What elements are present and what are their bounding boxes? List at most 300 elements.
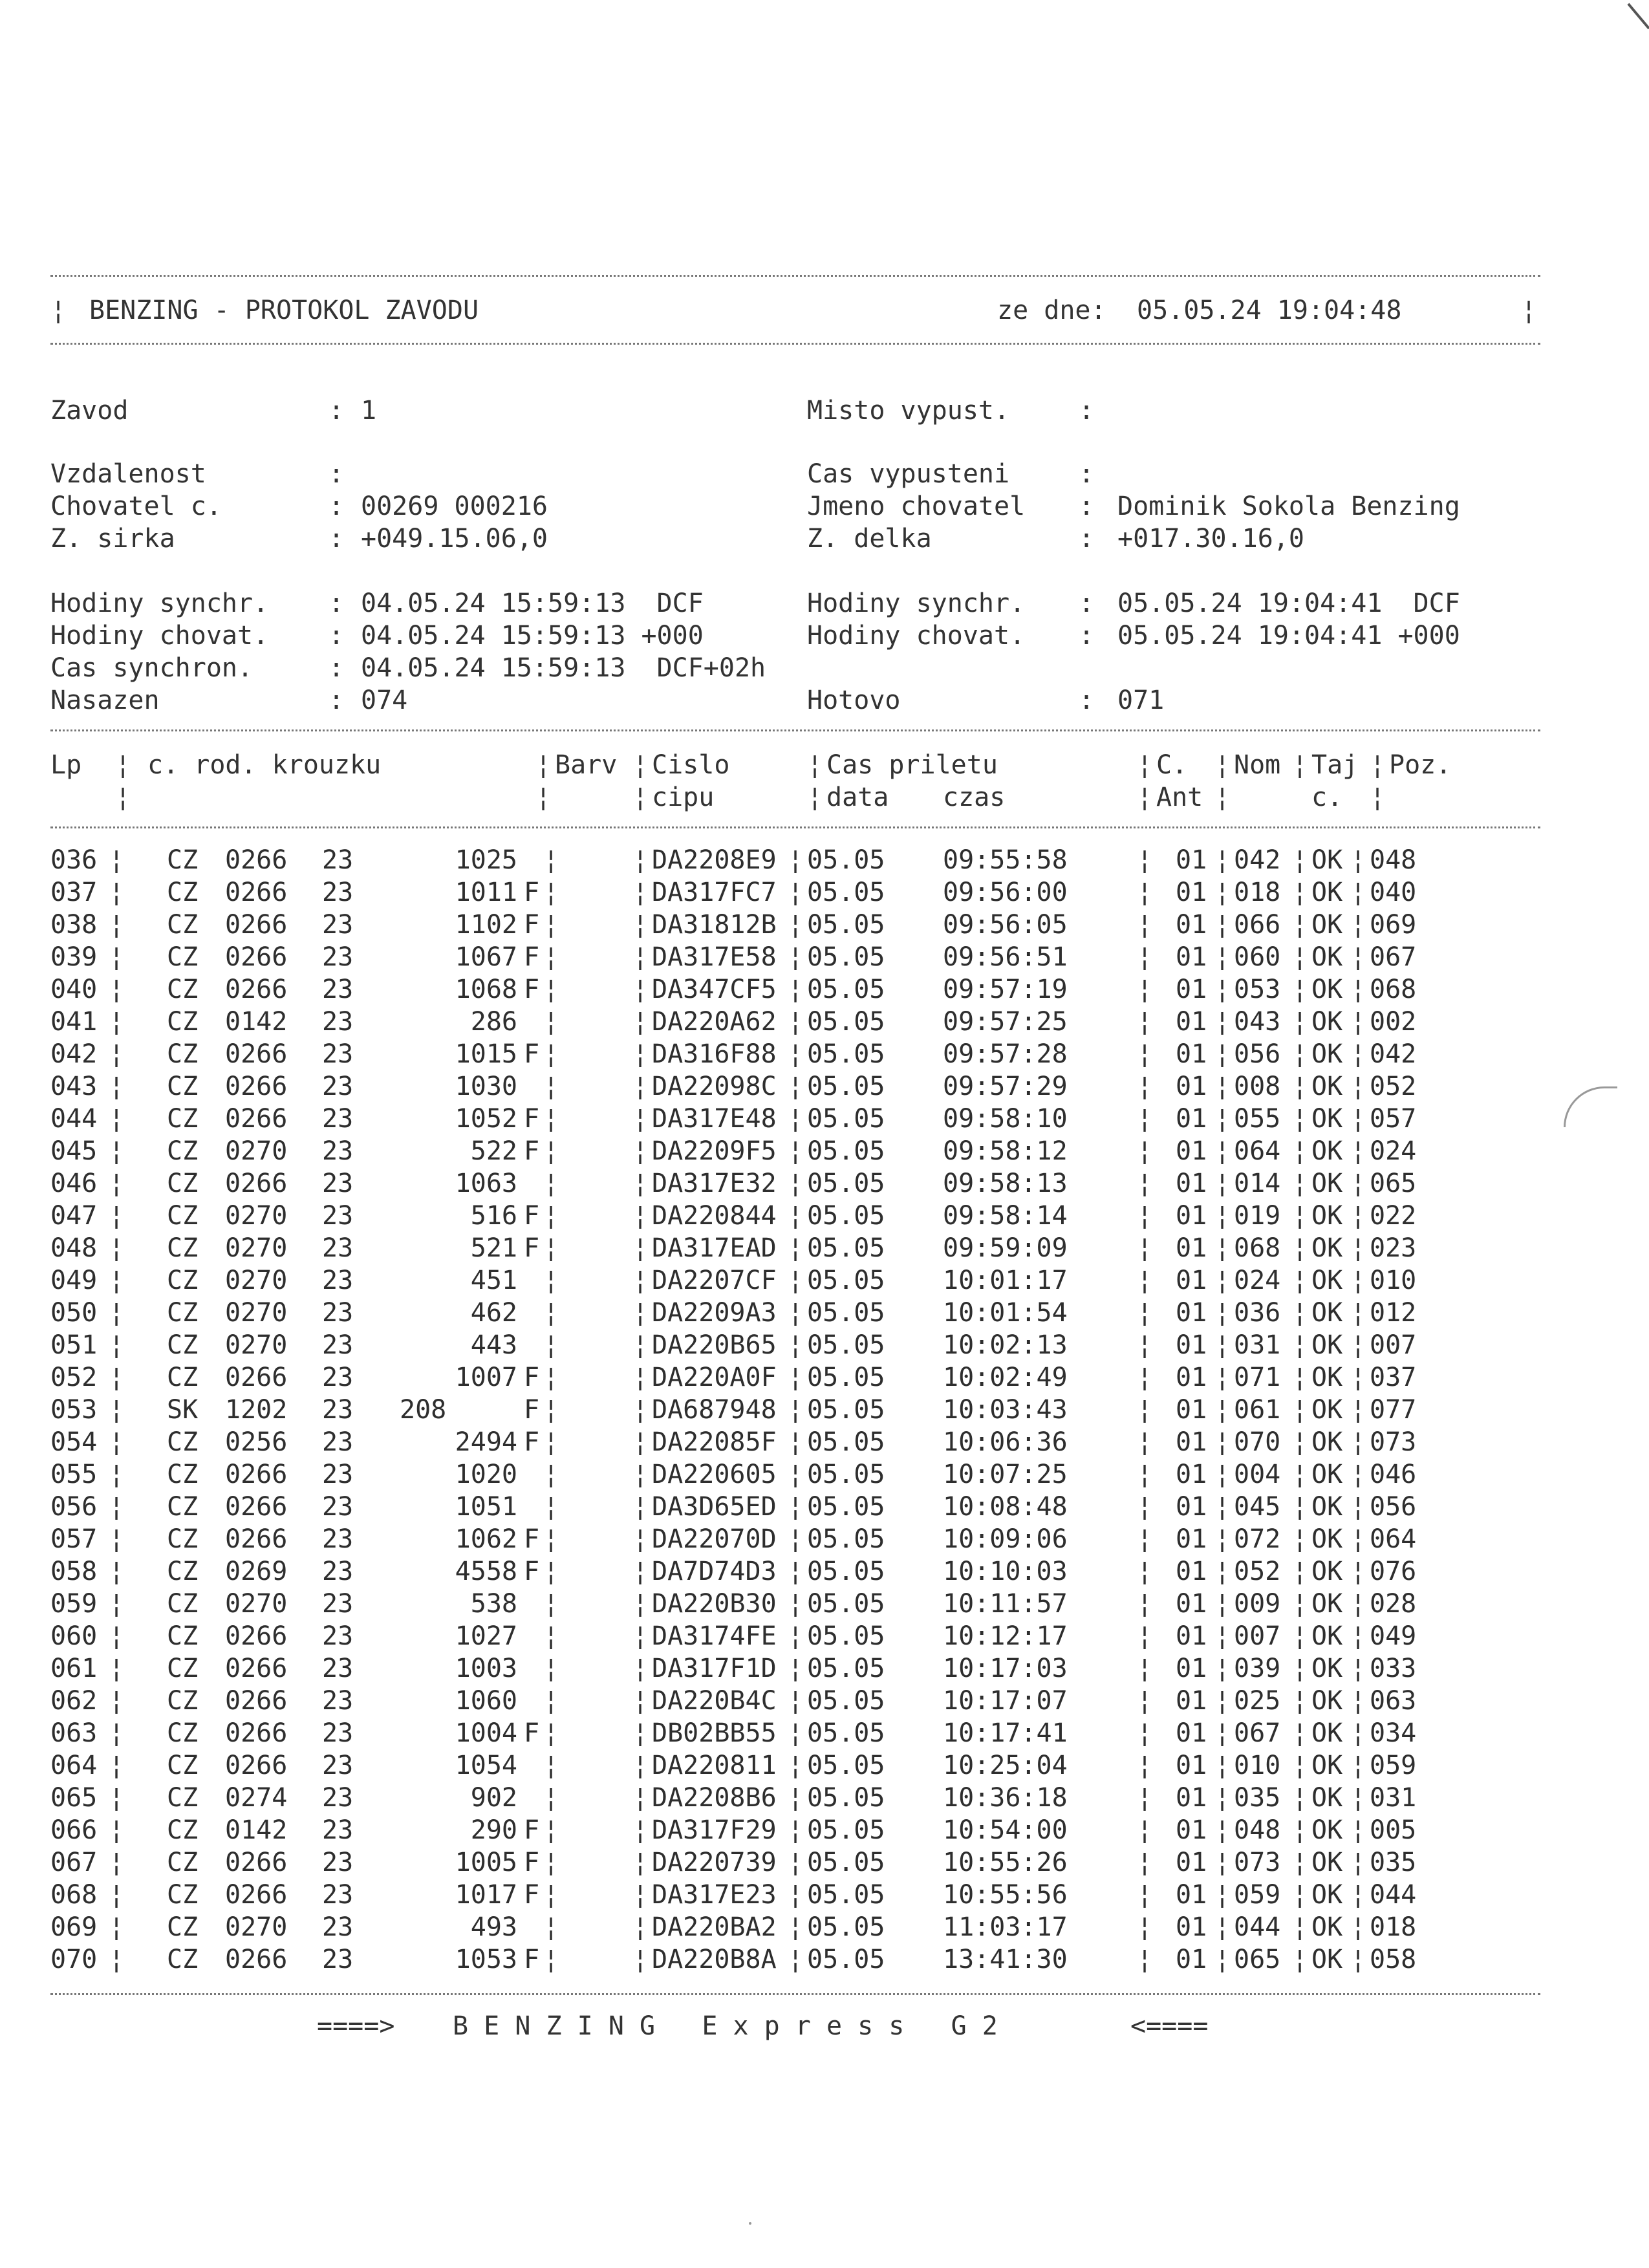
cell-ant: 01 <box>1176 1136 1207 1166</box>
cell-separator: ¦ <box>1137 1945 1153 1974</box>
cell-separator: ¦ <box>109 910 125 940</box>
cell-separator: ¦ <box>1137 1524 1153 1554</box>
cell-separator: ¦ <box>632 1751 649 1780</box>
cell-taj: OK <box>1311 1201 1343 1231</box>
cell-separator: ¦ <box>1137 1104 1153 1134</box>
cell-separator: ¦ <box>632 1654 649 1683</box>
cell-date: 05.05 <box>807 878 885 907</box>
cell-separator: ¦ <box>1350 1912 1366 1942</box>
table-bottom-rule <box>50 1993 1540 1995</box>
cell-separator: ¦ <box>109 1136 125 1166</box>
cell-separator: ¦ <box>788 1330 804 1360</box>
header-sep: ¦ <box>1292 750 1308 780</box>
cell-lp: 063 <box>50 1718 98 1748</box>
cell-ctry: CZ <box>167 1233 199 1263</box>
cell-poz: 067 <box>1370 942 1417 972</box>
cell-separator: ¦ <box>109 1395 125 1425</box>
cell-separator: ¦ <box>1137 1266 1153 1295</box>
cell-separator: ¦ <box>109 1880 125 1910</box>
cell-taj: OK <box>1311 1460 1343 1489</box>
cell-chip: DA2208E9 <box>652 845 777 875</box>
cell-ctry: CZ <box>167 1007 199 1037</box>
cell-chip: DA2207CF <box>652 1266 777 1295</box>
cell-chip: DA22070D <box>652 1524 777 1554</box>
cell-lp: 061 <box>50 1654 98 1683</box>
cell-chip: DA2208B6 <box>652 1783 777 1813</box>
cell-ring: 1025 <box>455 845 517 875</box>
cell-separator: ¦ <box>1137 1912 1153 1942</box>
cell-separator: ¦ <box>788 975 804 1004</box>
cell-separator: ¦ <box>109 1072 125 1101</box>
cell-separator: ¦ <box>1292 1136 1308 1166</box>
cell-taj: OK <box>1311 975 1343 1004</box>
cell-separator: ¦ <box>1137 1848 1153 1877</box>
cell-poz: 044 <box>1370 1880 1417 1910</box>
cell-ant: 01 <box>1176 1492 1207 1522</box>
cell-date: 05.05 <box>807 1266 885 1295</box>
nasazen-value: 074 <box>361 686 408 715</box>
cell-separator: ¦ <box>1214 1298 1231 1328</box>
cell-nom: 073 <box>1234 1848 1281 1877</box>
cell-lp: 050 <box>50 1298 98 1328</box>
cell-time: 10:02:13 <box>943 1330 1068 1360</box>
cell-separator: ¦ <box>109 942 125 972</box>
cell-ant: 01 <box>1176 1848 1207 1877</box>
cell-separator: ¦ <box>1214 1136 1231 1166</box>
col-cipu-header: cipu <box>652 783 715 812</box>
footer-brand: B E N Z I N G E x p r e s s G 2 <box>453 2011 998 2041</box>
cell-yr: 23 <box>322 1395 354 1425</box>
cell-ring: 1020 <box>455 1460 517 1489</box>
cell-poz: 069 <box>1370 910 1417 940</box>
cell-separator: ¦ <box>788 1072 804 1101</box>
header-sep: ¦ <box>632 750 649 780</box>
cell-nom: 024 <box>1234 1266 1281 1295</box>
cell-time: 10:17:41 <box>943 1718 1068 1748</box>
cas-synchron-value: 04.05.24 15:59:13 DCF+02h <box>361 653 766 683</box>
cell-separator: ¦ <box>543 1330 559 1360</box>
cell-time: 10:03:43 <box>943 1395 1068 1425</box>
synchr2-value: 05.05.24 19:04:41 DCF <box>1117 589 1460 618</box>
cell-date: 05.05 <box>807 1104 885 1134</box>
cell-separator: ¦ <box>543 1169 559 1198</box>
cell-lp: 054 <box>50 1427 98 1457</box>
cell-date: 05.05 <box>807 1363 885 1392</box>
cell-lp: 046 <box>50 1169 98 1198</box>
cell-yr: 23 <box>322 1945 354 1974</box>
cell-nom: 042 <box>1234 845 1281 875</box>
cell-ant: 01 <box>1176 1718 1207 1748</box>
cell-ant: 01 <box>1176 1557 1207 1586</box>
cell-ant: 01 <box>1176 910 1207 940</box>
cell-ring: 2494 <box>455 1427 517 1457</box>
cell-separator: ¦ <box>632 1136 649 1166</box>
cell-nom: 004 <box>1234 1460 1281 1489</box>
header-sep: ¦ <box>115 750 131 780</box>
misto-label: Misto vypust. <box>807 396 1010 426</box>
cell-chip: DA220811 <box>652 1751 777 1780</box>
cell-date: 05.05 <box>807 1524 885 1554</box>
cell-separator: ¦ <box>543 910 559 940</box>
cell-ctry: CZ <box>167 1557 199 1586</box>
cell-separator: ¦ <box>1137 1654 1153 1683</box>
chovat2-label: Hodiny chovat. <box>807 621 1026 651</box>
cell-nom: 053 <box>1234 975 1281 1004</box>
cell-separator: ¦ <box>543 1298 559 1328</box>
cell-chip: DA220739 <box>652 1848 777 1877</box>
table-top-rule <box>50 729 1540 731</box>
cell-separator: ¦ <box>1214 1880 1231 1910</box>
cas-vypusteni-label: Cas vypusteni <box>807 459 1010 489</box>
cell-date: 05.05 <box>807 1233 885 1263</box>
cell-poz: 052 <box>1370 1072 1417 1101</box>
cell-org: 0274 <box>225 1783 288 1813</box>
cell-separator: ¦ <box>1292 1395 1308 1425</box>
cell-separator: ¦ <box>1137 1330 1153 1360</box>
cell-yr: 23 <box>322 1136 354 1166</box>
cell-separator: ¦ <box>1214 1848 1231 1877</box>
cell-separator: ¦ <box>1350 1492 1366 1522</box>
cell-ring: 1030 <box>455 1072 517 1101</box>
cell-ctry: CZ <box>167 942 199 972</box>
cell-time: 09:57:28 <box>943 1039 1068 1069</box>
cell-org: 0270 <box>225 1266 288 1295</box>
cell-date: 05.05 <box>807 1912 885 1942</box>
cell-chip: DA22098C <box>652 1072 777 1101</box>
cell-separator: ¦ <box>109 1751 125 1780</box>
cell-separator: ¦ <box>1292 1007 1308 1037</box>
cell-time: 09:57:25 <box>943 1007 1068 1037</box>
col-lp-header: Lp <box>50 750 82 780</box>
cell-date: 05.05 <box>807 1945 885 1974</box>
cell-date: 05.05 <box>807 1136 885 1166</box>
cell-ctry: CZ <box>167 1912 199 1942</box>
cell-poz: 056 <box>1370 1492 1417 1522</box>
cell-separator: ¦ <box>1137 1169 1153 1198</box>
cell-ant: 01 <box>1176 1201 1207 1231</box>
cell-ctry: CZ <box>167 845 199 875</box>
footer-right-arrow: <==== <box>1130 2011 1209 2041</box>
cell-separator: ¦ <box>1137 1460 1153 1489</box>
cell-chip: DA316F88 <box>652 1039 777 1069</box>
col-czas-header: czas <box>943 783 1006 812</box>
col-cas-header: Cas priletu <box>826 750 998 780</box>
cell-separator: ¦ <box>1137 845 1153 875</box>
cell-separator: ¦ <box>543 975 559 1004</box>
cell-yr: 23 <box>322 1201 354 1231</box>
cell-separator: ¦ <box>632 1460 649 1489</box>
cell-ring: 521 <box>470 1233 517 1263</box>
cell-f: F <box>524 1201 540 1231</box>
cell-separator: ¦ <box>1350 1751 1366 1780</box>
cell-separator: ¦ <box>109 878 125 907</box>
header-sep: ¦ <box>1370 750 1386 780</box>
cell-ctry: CZ <box>167 1363 199 1392</box>
cell-separator: ¦ <box>543 1945 559 1974</box>
cell-separator: ¦ <box>1292 1104 1308 1134</box>
cell-time: 09:57:29 <box>943 1072 1068 1101</box>
cell-taj: OK <box>1311 1815 1343 1845</box>
cell-separator: ¦ <box>1292 1072 1308 1101</box>
cell-separator: ¦ <box>632 1363 649 1392</box>
cell-yr: 23 <box>322 1072 354 1101</box>
col-cislo-header: Cislo <box>652 750 730 780</box>
cell-org: 0266 <box>225 845 288 875</box>
cell-ring: 1003 <box>455 1654 517 1683</box>
cell-f: F <box>524 1395 540 1425</box>
cell-nom: 010 <box>1234 1751 1281 1780</box>
cell-separator: ¦ <box>632 1621 649 1651</box>
cell-ctry: CZ <box>167 1460 199 1489</box>
jmeno-label: Jmeno chovatel <box>807 491 1026 521</box>
cell-separator: ¦ <box>1214 1266 1231 1295</box>
cell-separator: ¦ <box>1137 1072 1153 1101</box>
chovat1-label: Hodiny chovat. <box>50 621 269 651</box>
cell-chip: DA7D74D3 <box>652 1557 777 1586</box>
cell-poz: 049 <box>1370 1621 1417 1651</box>
cell-yr: 23 <box>322 1266 354 1295</box>
table-header-rule <box>50 826 1540 828</box>
cell-separator: ¦ <box>632 1912 649 1942</box>
cell-separator: ¦ <box>1292 1330 1308 1360</box>
cell-separator: ¦ <box>543 1524 559 1554</box>
cell-separator: ¦ <box>1292 1686 1308 1716</box>
cell-time: 09:58:12 <box>943 1136 1068 1166</box>
cell-chip: DA317E48 <box>652 1104 777 1134</box>
cell-time: 09:59:09 <box>943 1233 1068 1263</box>
cell-ring: 1063 <box>455 1169 517 1198</box>
synchr1-value: 04.05.24 15:59:13 DCF <box>361 589 704 618</box>
cell-yr: 23 <box>322 1427 354 1457</box>
cell-taj: OK <box>1311 1104 1343 1134</box>
cell-yr: 23 <box>322 1654 354 1683</box>
col-c-header: C. <box>1156 750 1188 780</box>
cell-separator: ¦ <box>1350 1686 1366 1716</box>
cell-separator: ¦ <box>1292 878 1308 907</box>
cell-taj: OK <box>1311 1169 1343 1198</box>
cell-ctry: CZ <box>167 1783 199 1813</box>
cell-separator: ¦ <box>1214 1460 1231 1489</box>
cell-ring: 4558 <box>455 1557 517 1586</box>
cell-yr: 23 <box>322 1169 354 1198</box>
cell-org: 0266 <box>225 1718 288 1748</box>
cell-lp: 062 <box>50 1686 98 1716</box>
cell-separator: ¦ <box>632 1815 649 1845</box>
cell-separator: ¦ <box>543 1848 559 1877</box>
cell-poz: 031 <box>1370 1783 1417 1813</box>
cell-lp: 053 <box>50 1395 98 1425</box>
cell-separator: ¦ <box>543 1395 559 1425</box>
cell-separator: ¦ <box>1292 1718 1308 1748</box>
cell-taj: OK <box>1311 942 1343 972</box>
cell-separator: ¦ <box>109 1039 125 1069</box>
cell-date: 05.05 <box>807 1751 885 1780</box>
cell-separator: ¦ <box>1350 942 1366 972</box>
cell-time: 10:55:56 <box>943 1880 1068 1910</box>
chovatel-colon: : <box>329 491 345 521</box>
cell-ctry: CZ <box>167 1492 199 1522</box>
cell-poz: 065 <box>1370 1169 1417 1198</box>
cell-yr: 23 <box>322 1460 354 1489</box>
cell-org: 0266 <box>225 910 288 940</box>
cell-date: 05.05 <box>807 1007 885 1037</box>
cell-yr: 23 <box>322 942 354 972</box>
cell-poz: 059 <box>1370 1751 1417 1780</box>
scan-corner-mark <box>1627 3 1649 30</box>
cell-taj: OK <box>1311 1427 1343 1457</box>
cell-ring: 516 <box>470 1201 517 1231</box>
cell-separator: ¦ <box>1350 1136 1366 1166</box>
cas-vypusteni-colon: : <box>1079 459 1095 489</box>
cell-ring: 538 <box>470 1589 517 1619</box>
cell-org: 0142 <box>225 1007 288 1037</box>
cell-separator: ¦ <box>1292 1945 1308 1974</box>
cell-yr: 23 <box>322 845 354 875</box>
cell-ring: 1052 <box>455 1104 517 1134</box>
sirka-label: Z. sirka <box>50 524 175 554</box>
cell-ring: 208 <box>400 1395 447 1425</box>
cell-nom: 059 <box>1234 1880 1281 1910</box>
cell-org: 0266 <box>225 1524 288 1554</box>
cell-taj: OK <box>1311 1524 1343 1554</box>
cell-ctry: CZ <box>167 1718 199 1748</box>
cell-separator: ¦ <box>1292 1233 1308 1263</box>
cell-yr: 23 <box>322 1492 354 1522</box>
cell-time: 10:11:57 <box>943 1589 1068 1619</box>
cell-separator: ¦ <box>543 1880 559 1910</box>
report-date-label: ze dne: <box>997 296 1106 325</box>
cell-separator: ¦ <box>788 1686 804 1716</box>
cell-ant: 01 <box>1176 1330 1207 1360</box>
report-date-value: 05.05.24 19:04:48 <box>1137 296 1402 325</box>
cell-separator: ¦ <box>632 942 649 972</box>
cell-separator: ¦ <box>109 1233 125 1263</box>
cell-nom: 071 <box>1234 1363 1281 1392</box>
cell-time: 09:56:51 <box>943 942 1068 972</box>
cell-separator: ¦ <box>632 910 649 940</box>
cell-separator: ¦ <box>1350 1654 1366 1683</box>
col-ant-header: Ant <box>1156 783 1203 812</box>
cell-ring: 1017 <box>455 1880 517 1910</box>
cell-separator: ¦ <box>1350 845 1366 875</box>
cell-org: 0266 <box>225 1039 288 1069</box>
cell-chip: DA3174FE <box>652 1621 777 1651</box>
cell-chip: DA220B8A <box>652 1945 777 1974</box>
cell-separator: ¦ <box>1214 1007 1231 1037</box>
cell-taj: OK <box>1311 1718 1343 1748</box>
cell-separator: ¦ <box>788 1621 804 1651</box>
cell-time: 10:17:03 <box>943 1654 1068 1683</box>
cell-ring: 1007 <box>455 1363 517 1392</box>
cell-separator: ¦ <box>788 1395 804 1425</box>
cell-chip: DA317F29 <box>652 1815 777 1845</box>
cell-separator: ¦ <box>1214 1945 1231 1974</box>
cell-taj: OK <box>1311 1654 1343 1683</box>
cell-taj: OK <box>1311 1363 1343 1392</box>
header-sep: ¦ <box>807 783 823 812</box>
cell-separator: ¦ <box>788 878 804 907</box>
cell-time: 09:56:00 <box>943 878 1068 907</box>
cell-ring: 451 <box>470 1266 517 1295</box>
cell-org: 0266 <box>225 1880 288 1910</box>
cell-separator: ¦ <box>543 1492 559 1522</box>
cell-taj: OK <box>1311 1783 1343 1813</box>
cell-ctry: CZ <box>167 1136 199 1166</box>
cell-separator: ¦ <box>1350 1201 1366 1231</box>
cell-separator: ¦ <box>1350 1072 1366 1101</box>
cell-ant: 01 <box>1176 1524 1207 1554</box>
cell-separator: ¦ <box>1137 1201 1153 1231</box>
cell-ctry: CZ <box>167 1072 199 1101</box>
cell-f: F <box>524 1945 540 1974</box>
cell-separator: ¦ <box>543 1039 559 1069</box>
cell-separator: ¦ <box>1137 1718 1153 1748</box>
cell-separator: ¦ <box>1214 1072 1231 1101</box>
cell-yr: 23 <box>322 1524 354 1554</box>
cell-separator: ¦ <box>1214 1363 1231 1392</box>
cell-separator: ¦ <box>109 1330 125 1360</box>
cell-separator: ¦ <box>1214 910 1231 940</box>
cell-f: F <box>524 1427 540 1457</box>
cell-poz: 028 <box>1370 1589 1417 1619</box>
cell-lp: 047 <box>50 1201 98 1231</box>
cell-poz: 010 <box>1370 1266 1417 1295</box>
cell-separator: ¦ <box>632 1072 649 1101</box>
cell-ring: 522 <box>470 1136 517 1166</box>
cell-separator: ¦ <box>109 1201 125 1231</box>
cell-ctry: CZ <box>167 1686 199 1716</box>
cell-lp: 044 <box>50 1104 98 1134</box>
cell-chip: DA317E23 <box>652 1880 777 1910</box>
synchr1-colon: : <box>329 589 345 618</box>
cell-time: 10:09:06 <box>943 1524 1068 1554</box>
scan-dot-mark <box>749 2222 751 2225</box>
cell-separator: ¦ <box>1350 975 1366 1004</box>
cell-separator: ¦ <box>1214 1395 1231 1425</box>
cell-org: 0266 <box>225 942 288 972</box>
cell-lp: 068 <box>50 1880 98 1910</box>
cell-poz: 073 <box>1370 1427 1417 1457</box>
zavod-colon: : <box>329 396 345 426</box>
cell-separator: ¦ <box>543 1266 559 1295</box>
cell-yr: 23 <box>322 878 354 907</box>
cell-nom: 035 <box>1234 1783 1281 1813</box>
cell-lp: 056 <box>50 1492 98 1522</box>
cell-yr: 23 <box>322 975 354 1004</box>
cell-separator: ¦ <box>1137 1363 1153 1392</box>
cell-org: 0266 <box>225 1104 288 1134</box>
cell-yr: 23 <box>322 1621 354 1651</box>
cell-ant: 01 <box>1176 1104 1207 1134</box>
cell-nom: 055 <box>1234 1104 1281 1134</box>
cell-org: 0266 <box>225 1072 288 1101</box>
cell-ring: 1005 <box>455 1848 517 1877</box>
cell-separator: ¦ <box>1292 910 1308 940</box>
cell-nom: 036 <box>1234 1298 1281 1328</box>
cell-poz: 005 <box>1370 1815 1417 1845</box>
cell-nom: 061 <box>1234 1395 1281 1425</box>
cell-separator: ¦ <box>788 1169 804 1198</box>
delka-value: +017.30.16,0 <box>1117 524 1304 554</box>
cell-poz: 002 <box>1370 1007 1417 1037</box>
cell-time: 09:57:19 <box>943 975 1068 1004</box>
cell-poz: 077 <box>1370 1395 1417 1425</box>
header-right-pipe: ¦ <box>1521 296 1537 325</box>
cell-separator: ¦ <box>1137 1395 1153 1425</box>
cell-separator: ¦ <box>1137 1686 1153 1716</box>
sirka-colon: : <box>329 524 345 554</box>
vzdalenost-colon: : <box>329 459 345 489</box>
